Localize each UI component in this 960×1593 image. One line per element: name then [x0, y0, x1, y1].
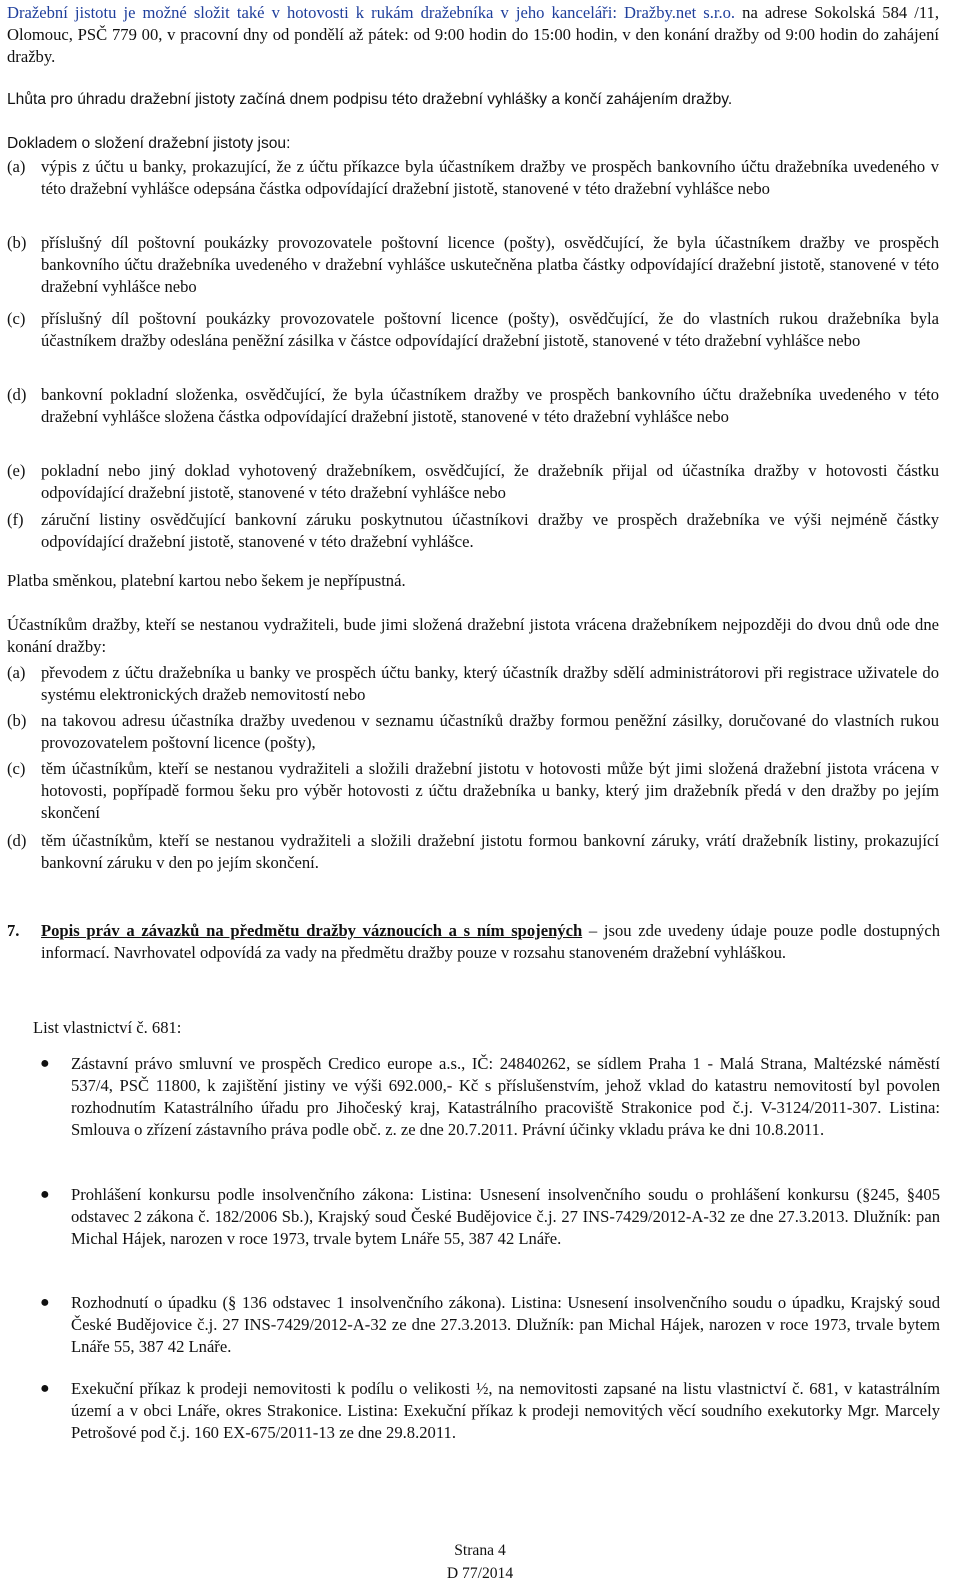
doklad-heading: Dokladem o složení dražební jistoty jsou: — [7, 135, 291, 152]
drazby-net-link[interactable]: Dražební jistotu je možné složit také v hotovosti k rukám dražebníka v jeho kanceláři: Dražby.net s.r.o. — [7, 3, 736, 22]
vraceni-heading: Účastníkům dražby, kteří se nestanou vydražiteli, bude jimi složená dražební jistota vrácena dražebníkem nejpozději do dvou dnů ode dne konání dražby: — [7, 615, 939, 656]
doklad-item — [7, 384, 939, 428]
item-label: (c) — [7, 309, 26, 328]
item-text: těm účastníkům, kteří se nestanou vydražiteli a složili dražební jistotu formou bankovní záruky, vrátí dražebník listiny, prokazující bankovní záruku v den po jejím skončení. — [41, 831, 939, 872]
doklad-item — [7, 232, 939, 298]
item-text: pokladní nebo jiný doklad vyhotovený dražebníkem, osvědčující, že dražebník přijal od účastníka dražby v hotovosti částku odpovídající dražební jistotě, stanovené v této dražební vyhlášce nebo — [41, 461, 939, 502]
item-text: převodem z účtu dražebníka u banky ve prospěch účtu banky, který účastník dražby sdělí administrátorovi při registrace uživatele do systému elektronických dražeb nemovitostí nebo — [41, 663, 939, 704]
bullet-dot-icon: ● — [40, 1380, 50, 1397]
doklad-item — [7, 156, 939, 200]
item-label: (c) — [7, 759, 26, 778]
item-label: (a) — [7, 157, 26, 176]
item-label: (d) — [7, 831, 27, 850]
bullet-dot-icon: ● — [40, 1055, 50, 1072]
bullet-item: Exekuční příkaz k prodeji nemovitosti k podílu o velikosti ½, na nemovitosti zapsané na listu vlastnictví č. 681, v katastrálním území a v obci Lnáře, okres Strakonice. Listina: Exekuční příkaz k prodeji nemovitých věcí soudního exekutorky Mgr. Marcely Petrošové pod č.j. 160 EX-675/2011-13 ze dne 29.8.2011. — [71, 1379, 940, 1442]
bullet-item: Prohlášení konkursu podle insolvenčního zákona: Listina: Usnesení insolvenčního soudu o prohlášení konkursu (§245, §405 odstavec 2 zákona č. 182/2006 Sb.), Krajský soud České Budějovice č.j. 27 INS-7429/2012-A-32 ze dne 27.3.2013. Dlužník: pan Michal Hájek, narozen v roce 1973, trvale bytem Lnáře 55, 387 42 Lnáře. — [71, 1185, 940, 1248]
item-label: (b) — [7, 711, 27, 730]
item-text: těm účastníkům, kteří se nestanou vydražiteli a složili dražební jistotu v hotovosti může být jimi složená dražební jistota vrácena v hotovosti, popřípadě formou šeku pro výběr hotovosti z účtu dražebníka u banky, který jim dražebník předá v den dražby po jejím skončení — [41, 759, 939, 822]
bullet-dot-icon: ● — [40, 1294, 50, 1311]
item-text: na takovou adresu účastníka dražby uvedenou v seznamu účastníků dražby formou peněžní zásilky, doručované do vlastních rukou provozovatelem poštovní licence (pošty), — [41, 711, 939, 752]
item-text: záruční listiny osvědčující bankovní záruku poskytnutou účastníkovi dražby ve prospěch dražebníka ve výši nejméně částky odpovídající dražební jistotě, stanovené v této dražební vyhlášce. — [41, 510, 939, 551]
item-text: příslušný díl poštovní poukázky provozovatele poštovní licence (pošty), osvědčující, že do vlastních rukou dražebníka byla účastníkem dražby odeslána peněžní zásilka v částce odpovídající dražební jistotě, stanovené v této dražební vyhlášce nebo — [41, 309, 939, 350]
vraceni-item — [7, 758, 939, 824]
item-label: (d) — [7, 385, 27, 404]
doklad-item — [7, 308, 939, 352]
item-label: (b) — [7, 233, 27, 252]
item-text: bankovní pokladní složenka, osvědčující, že byla účastníkem dražby ve prospěch bankovního účtu dražebníka uvedeného v této dražební vyhlášce složena částka odpovídající dražební jistotě, stanovené v této dražební vyhlášce nebo — [41, 385, 939, 426]
lhuta-paragraph: Lhůta pro úhradu dražební jistoty začíná dnem podpisu této dražební vyhlášky a končí zahájením dražby. — [7, 91, 733, 108]
vraceni-item — [7, 662, 939, 706]
item-label: (f) — [7, 510, 24, 529]
item-text: výpis z účtu u banky, prokazující, že z účtu příkazce byla účastníkem dražby ve prospěch bankovního účtu dražebníka uvedeného v této dražební vyhlášce odepsána částka odpovídající dražební jistotě, stanovené v této dražební vyhlášce nebo — [41, 157, 939, 198]
section-title: Popis práv a závazků na předmětu dražby váznoucích a s ním spojených — [41, 921, 583, 940]
bullet-dot-icon: ● — [40, 1186, 50, 1203]
item-text: příslušný díl poštovní poukázky provozovatele poštovní licence (pošty), osvědčující, že byla účastníkem dražby ve prospěch bankovního účtu dražebníka uvedeného v dražební vyhlášce uskutečněna platba částky odpovídající dražební jistotě, stanovené v této dražební vyhlášce nebo — [41, 233, 939, 296]
section-7-paragraph: Popis práv a závazků na předmětu dražby váznoucích a s ním spojených – jsou zde uvedeny údaje pouze podle dostupných informací. Navrhovatel odpovídá za vady na předmětu dražby pouze v rozsahu stanoveném dražební vyhláškou. — [41, 921, 940, 962]
list-vlastnictvi-label: List vlastnictví č. 681: — [33, 1018, 182, 1037]
item-label: (e) — [7, 461, 26, 480]
footer-page-number: Strana 4 — [454, 1542, 506, 1559]
footer-document-id: D 77/2014 — [446, 1565, 514, 1582]
platba-paragraph: Platba směnkou, platební kartou nebo šekem je nepřípustná. — [7, 571, 406, 590]
bullet-item: Rozhodnutí o úpadku (§ 136 odstavec 1 insolvenčního zákona). Listina: Usnesení insolvenčního soudu o úpadku, Krajský soud České Budějovice č.j. 27 INS-7429/2012-A-32 ze dne 27.3.2013. Dlužník: pan Michal Hájek, narozen v roce 1973, trvale bytem Lnáře 55, 387 42 Lnáře. — [71, 1293, 940, 1356]
vraceni-item — [7, 710, 939, 754]
bullet-item: Zástavní právo smluvní ve prospěch Credico europe a.s., IČ: 24840262, se sídlem Praha 1 - Malá Strana, Maltézské náměstí 537/4, PSČ 11800, k zajištění jistiny ve výši 692.000,- Kč s příslušenstvím, jehož vklad do katastru nemovitostí byl povolen rozhodnutím Katastrálního úřadu pro Jihočeský kraj, Katastrálního pracoviště Strakonice pod č.j. V-3124/2011-307. Listina: Smlouva o zřízení zástavního práva podle obč. z. ze dne 20.7.2011. Právní účinky vkladu práva ke dni 10.8.2011. — [71, 1054, 940, 1139]
vraceni-item — [7, 830, 939, 874]
section-number: 7. — [7, 921, 20, 940]
jistota-cash-paragraph: Dražební jistotu je možné složit také v hotovosti k rukám dražebníka v jeho kanceláři: Dražby.net s.r.o. na adrese Sokolská 584 /11, Olomouc, PSČ 779 00, v pracovní dny od pondělí až pátek: od 9:00 hodin do 15:00 hodin, v den konání dražby od 9:00 hodin do zahájení dražby. — [7, 3, 939, 66]
doklad-item — [7, 509, 939, 553]
doklad-item — [7, 460, 939, 504]
item-label: (a) — [7, 663, 26, 682]
